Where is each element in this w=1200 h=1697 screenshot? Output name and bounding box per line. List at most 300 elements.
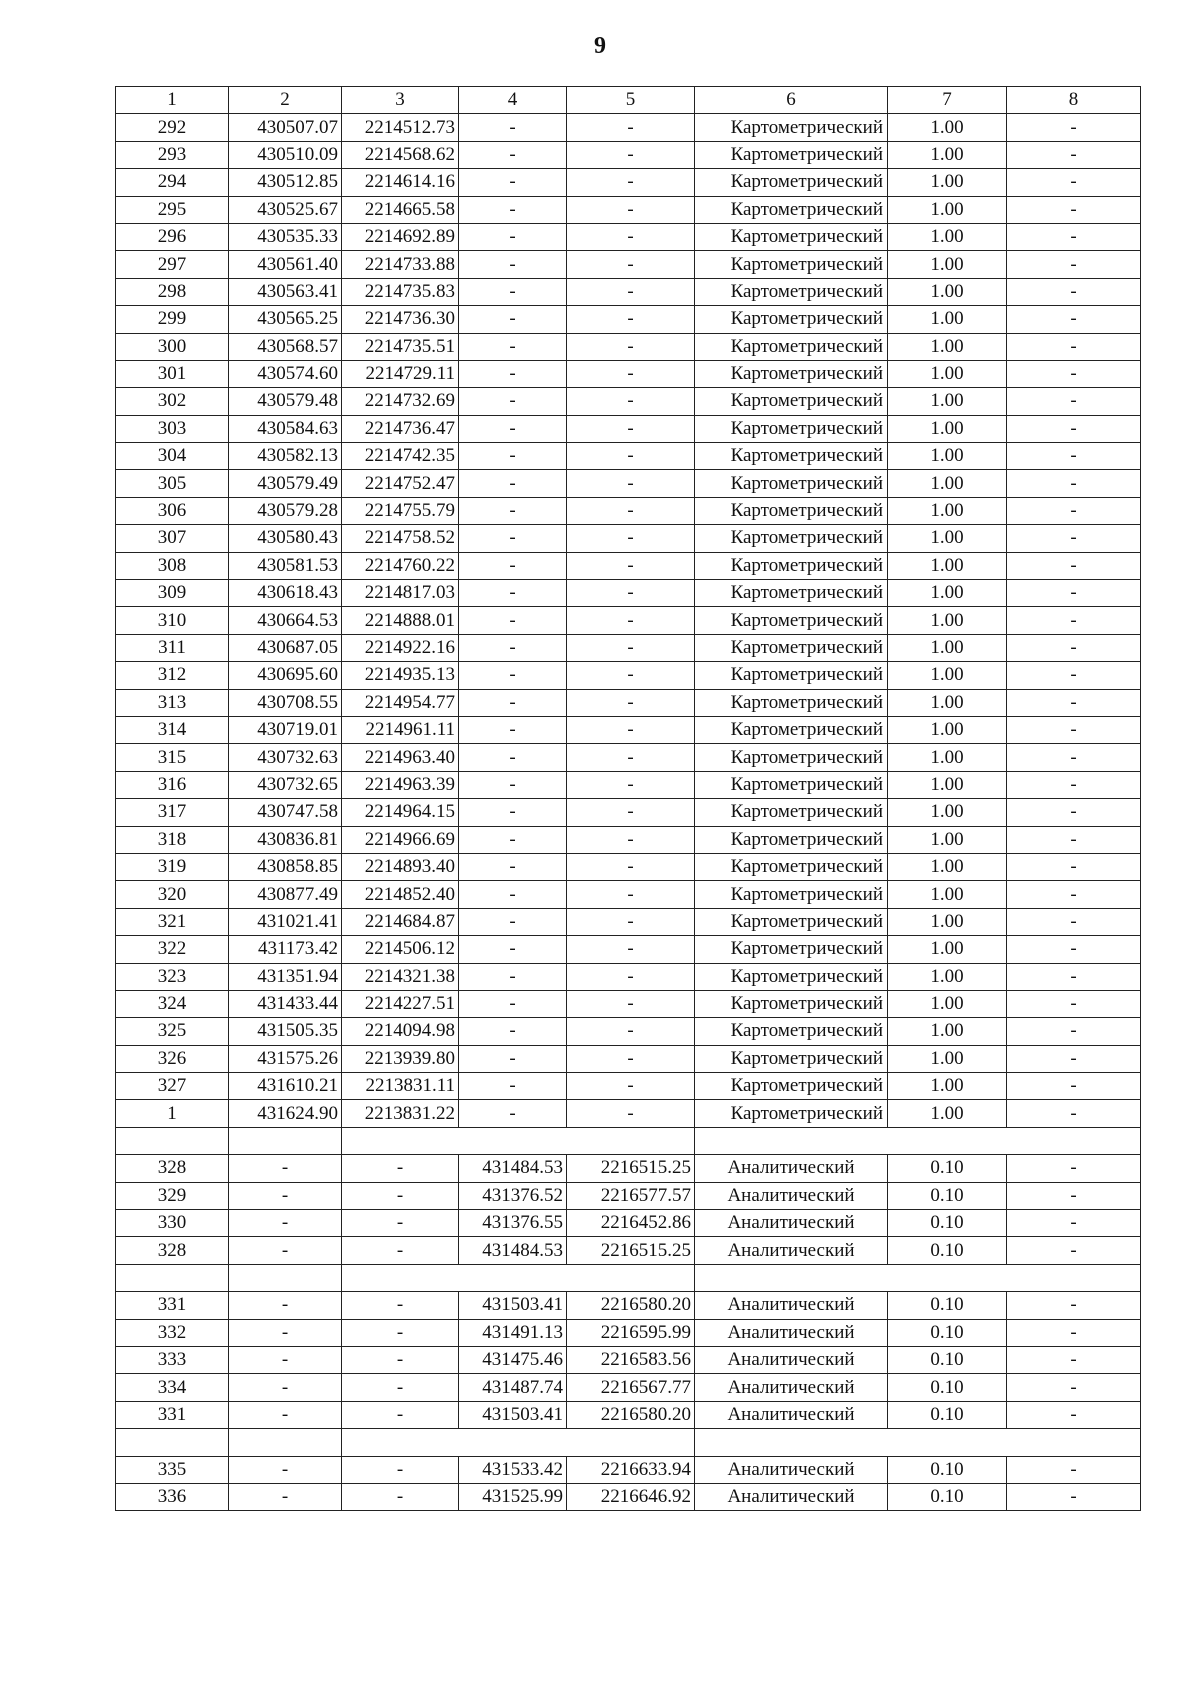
point-number-cell: 322 <box>116 936 229 963</box>
method-cell: Картометрический <box>695 169 888 196</box>
x-new-coordinate-cell: - <box>459 497 567 524</box>
y-new-coordinate-cell: - <box>567 443 695 470</box>
table-row <box>116 552 1141 579</box>
y-new-coordinate-cell: - <box>567 169 695 196</box>
note-cell: - <box>1007 114 1141 141</box>
accuracy-cell: 1.00 <box>888 1045 1007 1072</box>
x-coordinate-cell: 430580.43 <box>229 525 342 552</box>
x-new-coordinate-cell: - <box>459 196 567 223</box>
note-cell: - <box>1007 881 1141 908</box>
x-coordinate-cell: 430858.85 <box>229 853 342 880</box>
accuracy-cell: 1.00 <box>888 1073 1007 1100</box>
y-new-coordinate-cell: 2216515.25 <box>567 1237 695 1264</box>
y-coordinate-cell: 2214817.03 <box>342 580 459 607</box>
method-cell: Картометрический <box>695 1100 888 1127</box>
x-coordinate-cell: 431575.26 <box>229 1045 342 1072</box>
y-new-coordinate-cell: - <box>567 799 695 826</box>
accuracy-cell: 1.00 <box>888 771 1007 798</box>
point-number-cell: 328 <box>116 1155 229 1182</box>
point-number-cell: 1 <box>116 1100 229 1127</box>
x-new-coordinate-cell: - <box>459 251 567 278</box>
header-cell: 1 <box>116 87 229 114</box>
point-number-cell: 327 <box>116 1073 229 1100</box>
separator-cell <box>116 1429 229 1456</box>
accuracy-cell: 1.00 <box>888 1018 1007 1045</box>
point-number-cell: 329 <box>116 1182 229 1209</box>
y-new-coordinate-cell: 2216633.94 <box>567 1456 695 1483</box>
x-coordinate-cell: 431624.90 <box>229 1100 342 1127</box>
note-cell: - <box>1007 1401 1141 1428</box>
x-coordinate-cell: 430836.81 <box>229 826 342 853</box>
note-cell: - <box>1007 826 1141 853</box>
y-coordinate-cell: 2214733.88 <box>342 251 459 278</box>
note-cell: - <box>1007 1045 1141 1072</box>
point-number-cell: 335 <box>116 1456 229 1483</box>
accuracy-cell: 1.00 <box>888 443 1007 470</box>
accuracy-cell: 0.10 <box>888 1155 1007 1182</box>
point-number-cell: 330 <box>116 1210 229 1237</box>
x-coordinate-cell: - <box>229 1237 342 1264</box>
y-new-coordinate-cell: 2216595.99 <box>567 1319 695 1346</box>
note-cell: - <box>1007 799 1141 826</box>
method-cell: Картометрический <box>695 388 888 415</box>
y-coordinate-cell: 2213831.11 <box>342 1073 459 1100</box>
x-coordinate-cell: 430582.13 <box>229 443 342 470</box>
y-new-coordinate-cell: - <box>567 333 695 360</box>
x-new-coordinate-cell: 431484.53 <box>459 1155 567 1182</box>
x-new-coordinate-cell: - <box>459 1045 567 1072</box>
point-number-cell: 321 <box>116 908 229 935</box>
method-cell: Картометрический <box>695 580 888 607</box>
x-coordinate-cell: 431610.21 <box>229 1073 342 1100</box>
method-cell: Картометрический <box>695 771 888 798</box>
y-coordinate-cell: 2214935.13 <box>342 662 459 689</box>
accuracy-cell: 1.00 <box>888 908 1007 935</box>
y-new-coordinate-cell: - <box>567 1045 695 1072</box>
point-number-cell: 300 <box>116 333 229 360</box>
contour-separator-row <box>116 1127 1141 1154</box>
y-coordinate-cell: 2214893.40 <box>342 853 459 880</box>
x-coordinate-cell: 430561.40 <box>229 251 342 278</box>
y-coordinate-cell: 2214692.89 <box>342 223 459 250</box>
coordinates-table <box>115 86 1141 1511</box>
note-cell: - <box>1007 1292 1141 1319</box>
accuracy-cell: 1.00 <box>888 169 1007 196</box>
y-coordinate-cell: 2214742.35 <box>342 443 459 470</box>
accuracy-cell: 1.00 <box>888 251 1007 278</box>
table-row <box>116 388 1141 415</box>
table-row <box>116 443 1141 470</box>
table-row <box>116 278 1141 305</box>
table-row <box>116 1182 1141 1209</box>
method-cell: Картометрический <box>695 1073 888 1100</box>
note-cell: - <box>1007 443 1141 470</box>
y-coordinate-cell: - <box>342 1319 459 1346</box>
method-cell: Картометрический <box>695 251 888 278</box>
accuracy-cell: 1.00 <box>888 470 1007 497</box>
note-cell: - <box>1007 141 1141 168</box>
y-new-coordinate-cell: 2216580.20 <box>567 1401 695 1428</box>
accuracy-cell: 1.00 <box>888 963 1007 990</box>
table-row <box>116 333 1141 360</box>
point-number-cell: 292 <box>116 114 229 141</box>
point-number-cell: 312 <box>116 662 229 689</box>
method-cell: Картометрический <box>695 826 888 853</box>
y-new-coordinate-cell: - <box>567 470 695 497</box>
method-cell: Картометрический <box>695 634 888 661</box>
x-coordinate-cell: - <box>229 1155 342 1182</box>
table-row <box>116 744 1141 771</box>
y-coordinate-cell: - <box>342 1155 459 1182</box>
x-coordinate-cell: 430618.43 <box>229 580 342 607</box>
separator-cell <box>229 1127 342 1154</box>
point-number-cell: 302 <box>116 388 229 415</box>
table-row <box>116 1401 1141 1428</box>
accuracy-cell: 1.00 <box>888 634 1007 661</box>
header-cell: 2 <box>229 87 342 114</box>
accuracy-cell: 1.00 <box>888 662 1007 689</box>
y-coordinate-cell: 2214736.30 <box>342 306 459 333</box>
accuracy-cell: 1.00 <box>888 881 1007 908</box>
separator-cell <box>342 1429 695 1456</box>
note-cell: - <box>1007 169 1141 196</box>
note-cell: - <box>1007 744 1141 771</box>
method-cell: Картометрический <box>695 360 888 387</box>
method-cell: Аналитический <box>695 1456 888 1483</box>
y-coordinate-cell: - <box>342 1210 459 1237</box>
point-number-cell: 331 <box>116 1401 229 1428</box>
point-number-cell: 314 <box>116 716 229 743</box>
x-new-coordinate-cell: - <box>459 306 567 333</box>
method-cell: Картометрический <box>695 936 888 963</box>
table-row <box>116 114 1141 141</box>
x-new-coordinate-cell: - <box>459 360 567 387</box>
y-coordinate-cell: 2214736.47 <box>342 415 459 442</box>
point-number-cell: 317 <box>116 799 229 826</box>
note-cell: - <box>1007 936 1141 963</box>
table-row <box>116 360 1141 387</box>
table-row <box>116 306 1141 333</box>
x-coordinate-cell: 431351.94 <box>229 963 342 990</box>
x-coordinate-cell: 431505.35 <box>229 1018 342 1045</box>
method-cell: Картометрический <box>695 443 888 470</box>
y-coordinate-cell: - <box>342 1456 459 1483</box>
x-coordinate-cell: - <box>229 1456 342 1483</box>
point-number-cell: 325 <box>116 1018 229 1045</box>
table-row <box>116 415 1141 442</box>
y-coordinate-cell: 2214735.51 <box>342 333 459 360</box>
x-new-coordinate-cell: - <box>459 580 567 607</box>
method-cell: Картометрический <box>695 1018 888 1045</box>
y-coordinate-cell: 2214963.39 <box>342 771 459 798</box>
note-cell: - <box>1007 1346 1141 1373</box>
accuracy-cell: 1.00 <box>888 333 1007 360</box>
accuracy-cell: 0.10 <box>888 1346 1007 1373</box>
note-cell: - <box>1007 278 1141 305</box>
x-coordinate-cell: - <box>229 1346 342 1373</box>
method-cell: Картометрический <box>695 1045 888 1072</box>
table-row <box>116 716 1141 743</box>
table-row <box>116 525 1141 552</box>
x-new-coordinate-cell: - <box>459 333 567 360</box>
x-coordinate-cell: 430719.01 <box>229 716 342 743</box>
x-new-coordinate-cell: 431533.42 <box>459 1456 567 1483</box>
contour-separator-row <box>116 1264 1141 1291</box>
y-new-coordinate-cell: - <box>567 415 695 442</box>
x-new-coordinate-cell: - <box>459 443 567 470</box>
x-coordinate-cell: 430579.28 <box>229 497 342 524</box>
x-new-coordinate-cell: - <box>459 744 567 771</box>
y-new-coordinate-cell: - <box>567 580 695 607</box>
table-row <box>116 470 1141 497</box>
x-new-coordinate-cell: - <box>459 826 567 853</box>
separator-cell <box>695 1264 1141 1291</box>
y-new-coordinate-cell: - <box>567 360 695 387</box>
accuracy-cell: 1.00 <box>888 607 1007 634</box>
x-new-coordinate-cell: - <box>459 1018 567 1045</box>
y-new-coordinate-cell: - <box>567 908 695 935</box>
accuracy-cell: 1.00 <box>888 388 1007 415</box>
x-coordinate-cell: 430563.41 <box>229 278 342 305</box>
x-new-coordinate-cell: - <box>459 716 567 743</box>
y-coordinate-cell: 2214665.58 <box>342 196 459 223</box>
accuracy-cell: 1.00 <box>888 141 1007 168</box>
y-coordinate-cell: 2214094.98 <box>342 1018 459 1045</box>
point-number-cell: 309 <box>116 580 229 607</box>
method-cell: Картометрический <box>695 881 888 908</box>
x-coordinate-cell: 430510.09 <box>229 141 342 168</box>
point-number-cell: 315 <box>116 744 229 771</box>
accuracy-cell: 1.00 <box>888 278 1007 305</box>
x-coordinate-cell: - <box>229 1401 342 1428</box>
y-new-coordinate-cell: - <box>567 634 695 661</box>
y-new-coordinate-cell: - <box>567 251 695 278</box>
method-cell: Аналитический <box>695 1210 888 1237</box>
point-number-cell: 326 <box>116 1045 229 1072</box>
accuracy-cell: 0.10 <box>888 1292 1007 1319</box>
x-new-coordinate-cell: - <box>459 1073 567 1100</box>
method-cell: Аналитический <box>695 1319 888 1346</box>
method-cell: Аналитический <box>695 1374 888 1401</box>
note-cell: - <box>1007 689 1141 716</box>
note-cell: - <box>1007 196 1141 223</box>
y-coordinate-cell: - <box>342 1346 459 1373</box>
method-cell: Картометрический <box>695 908 888 935</box>
y-new-coordinate-cell: - <box>567 388 695 415</box>
x-coordinate-cell: 430568.57 <box>229 333 342 360</box>
table-row <box>116 689 1141 716</box>
table-row <box>116 1100 1141 1127</box>
header-cell: 7 <box>888 87 1007 114</box>
method-cell: Аналитический <box>695 1155 888 1182</box>
point-number-cell: 323 <box>116 963 229 990</box>
x-coordinate-cell: - <box>229 1182 342 1209</box>
x-new-coordinate-cell: - <box>459 1100 567 1127</box>
note-cell: - <box>1007 990 1141 1017</box>
note-cell: - <box>1007 963 1141 990</box>
point-number-cell: 308 <box>116 552 229 579</box>
note-cell: - <box>1007 306 1141 333</box>
point-number-cell: 293 <box>116 141 229 168</box>
method-cell: Картометрический <box>695 552 888 579</box>
x-coordinate-cell: 430664.53 <box>229 607 342 634</box>
table-row <box>116 826 1141 853</box>
point-number-cell: 336 <box>116 1483 229 1510</box>
table-row <box>116 1456 1141 1483</box>
x-coordinate-cell: 430525.67 <box>229 196 342 223</box>
y-coordinate-cell: - <box>342 1182 459 1209</box>
note-cell: - <box>1007 908 1141 935</box>
table-body <box>116 87 1141 1511</box>
y-new-coordinate-cell: 2216567.77 <box>567 1374 695 1401</box>
point-number-cell: 299 <box>116 306 229 333</box>
y-coordinate-cell: - <box>342 1292 459 1319</box>
x-coordinate-cell: 430535.33 <box>229 223 342 250</box>
table-row <box>116 963 1141 990</box>
y-new-coordinate-cell: - <box>567 196 695 223</box>
x-coordinate-cell: 430507.07 <box>229 114 342 141</box>
x-new-coordinate-cell: - <box>459 223 567 250</box>
y-new-coordinate-cell: - <box>567 552 695 579</box>
x-new-coordinate-cell: - <box>459 607 567 634</box>
x-new-coordinate-cell: 431503.41 <box>459 1292 567 1319</box>
note-cell: - <box>1007 388 1141 415</box>
x-coordinate-cell: 430512.85 <box>229 169 342 196</box>
y-new-coordinate-cell: 2216646.92 <box>567 1483 695 1510</box>
note-cell: - <box>1007 223 1141 250</box>
header-cell: 5 <box>567 87 695 114</box>
x-coordinate-cell: 430579.48 <box>229 388 342 415</box>
note-cell: - <box>1007 1374 1141 1401</box>
x-new-coordinate-cell: 431376.52 <box>459 1182 567 1209</box>
method-cell: Картометрический <box>695 799 888 826</box>
header-row <box>116 87 1141 114</box>
point-number-cell: 319 <box>116 853 229 880</box>
y-coordinate-cell: 2214964.15 <box>342 799 459 826</box>
point-number-cell: 328 <box>116 1237 229 1264</box>
x-new-coordinate-cell: - <box>459 278 567 305</box>
y-new-coordinate-cell: 2216515.25 <box>567 1155 695 1182</box>
x-new-coordinate-cell: - <box>459 799 567 826</box>
method-cell: Картометрический <box>695 196 888 223</box>
table-row <box>116 990 1141 1017</box>
point-number-cell: 305 <box>116 470 229 497</box>
note-cell: - <box>1007 497 1141 524</box>
note-cell: - <box>1007 360 1141 387</box>
method-cell: Картометрический <box>695 497 888 524</box>
table-row <box>116 1292 1141 1319</box>
x-new-coordinate-cell: - <box>459 662 567 689</box>
y-coordinate-cell: - <box>342 1483 459 1510</box>
y-coordinate-cell: 2214922.16 <box>342 634 459 661</box>
table-row <box>116 881 1141 908</box>
x-coordinate-cell: - <box>229 1483 342 1510</box>
point-number-cell: 332 <box>116 1319 229 1346</box>
x-coordinate-cell: - <box>229 1319 342 1346</box>
accuracy-cell: 1.00 <box>888 580 1007 607</box>
table-row <box>116 223 1141 250</box>
accuracy-cell: 1.00 <box>888 689 1007 716</box>
y-coordinate-cell: 2214321.38 <box>342 963 459 990</box>
point-number-cell: 304 <box>116 443 229 470</box>
x-new-coordinate-cell: - <box>459 388 567 415</box>
x-coordinate-cell: - <box>229 1210 342 1237</box>
accuracy-cell: 1.00 <box>888 415 1007 442</box>
accuracy-cell: 0.10 <box>888 1319 1007 1346</box>
y-coordinate-cell: 2214888.01 <box>342 607 459 634</box>
note-cell: - <box>1007 1210 1141 1237</box>
x-coordinate-cell: 430732.65 <box>229 771 342 798</box>
y-new-coordinate-cell: - <box>567 607 695 634</box>
y-new-coordinate-cell: - <box>567 1018 695 1045</box>
method-cell: Аналитический <box>695 1483 888 1510</box>
table-row <box>116 1210 1141 1237</box>
x-new-coordinate-cell: - <box>459 525 567 552</box>
point-number-cell: 310 <box>116 607 229 634</box>
y-new-coordinate-cell: - <box>567 716 695 743</box>
x-new-coordinate-cell: - <box>459 990 567 1017</box>
method-cell: Картометрический <box>695 470 888 497</box>
table-row <box>116 799 1141 826</box>
note-cell: - <box>1007 580 1141 607</box>
y-coordinate-cell: 2214735.83 <box>342 278 459 305</box>
method-cell: Картометрический <box>695 716 888 743</box>
note-cell: - <box>1007 771 1141 798</box>
y-new-coordinate-cell: - <box>567 662 695 689</box>
y-new-coordinate-cell: - <box>567 525 695 552</box>
separator-cell <box>695 1429 1141 1456</box>
x-coordinate-cell: 430695.60 <box>229 662 342 689</box>
point-number-cell: 294 <box>116 169 229 196</box>
note-cell: - <box>1007 415 1141 442</box>
method-cell: Картометрический <box>695 744 888 771</box>
x-new-coordinate-cell: - <box>459 141 567 168</box>
x-coordinate-cell: 430581.53 <box>229 552 342 579</box>
separator-cell <box>342 1127 695 1154</box>
table-row <box>116 634 1141 661</box>
accuracy-cell: 0.10 <box>888 1456 1007 1483</box>
y-new-coordinate-cell: - <box>567 1100 695 1127</box>
accuracy-cell: 0.10 <box>888 1483 1007 1510</box>
table-row <box>116 853 1141 880</box>
method-cell: Картометрический <box>695 990 888 1017</box>
point-number-cell: 295 <box>116 196 229 223</box>
y-coordinate-cell: 2214512.73 <box>342 114 459 141</box>
point-number-cell: 296 <box>116 223 229 250</box>
point-number-cell: 307 <box>116 525 229 552</box>
table-row <box>116 771 1141 798</box>
note-cell: - <box>1007 1182 1141 1209</box>
note-cell: - <box>1007 525 1141 552</box>
x-coordinate-cell: 431173.42 <box>229 936 342 963</box>
note-cell: - <box>1007 1456 1141 1483</box>
y-coordinate-cell: - <box>342 1401 459 1428</box>
method-cell: Картометрический <box>695 223 888 250</box>
y-coordinate-cell: 2214954.77 <box>342 689 459 716</box>
method-cell: Картометрический <box>695 415 888 442</box>
x-new-coordinate-cell: 431484.53 <box>459 1237 567 1264</box>
y-new-coordinate-cell: 2216583.56 <box>567 1346 695 1373</box>
accuracy-cell: 1.00 <box>888 853 1007 880</box>
point-number-cell: 298 <box>116 278 229 305</box>
x-new-coordinate-cell: - <box>459 963 567 990</box>
x-coordinate-cell: 430574.60 <box>229 360 342 387</box>
x-new-coordinate-cell: - <box>459 689 567 716</box>
note-cell: - <box>1007 1100 1141 1127</box>
note-cell: - <box>1007 716 1141 743</box>
point-number-cell: 331 <box>116 1292 229 1319</box>
y-new-coordinate-cell: - <box>567 689 695 716</box>
